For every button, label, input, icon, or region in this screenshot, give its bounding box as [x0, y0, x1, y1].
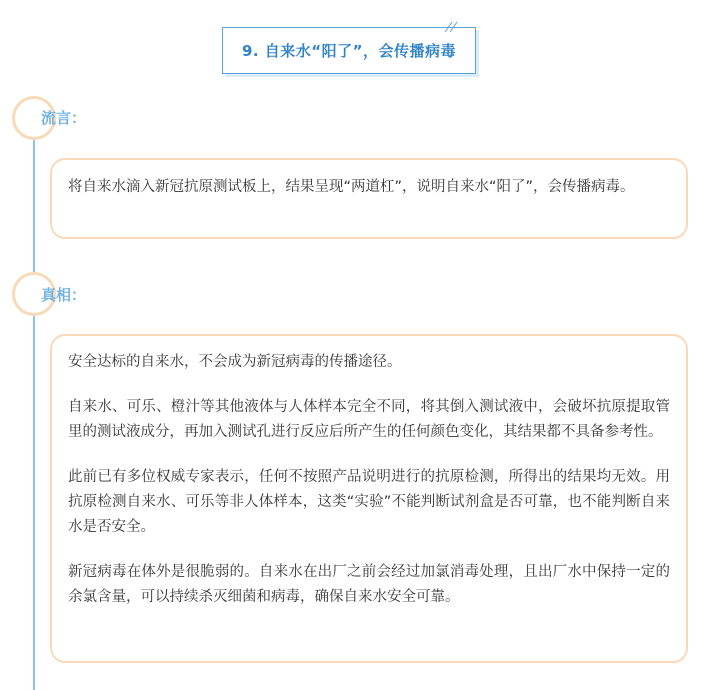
- truth-card: [50, 334, 688, 663]
- section-title-box: [222, 27, 476, 74]
- truth-paragraph: 此前已有多位权威专家表示，任何不按照产品说明进行的抗原检测，所得出的结果均无效。用抗原检测自来水、可乐等非人体样本，这类“实验”不能判断试剂盒是否可靠，也不能判断自来水是否安全。: [68, 469, 670, 535]
- truth-paragraph: 自来水、可乐、橙汁等其他液体与人体样本完全不同，将其倒入测试液中，会破坏抗原提取管里的测试液成分，再加入测试孔进行反应后所产生的任何颜色变化，其结果都不具备参考性。: [68, 399, 670, 440]
- rumor-card: [50, 158, 688, 239]
- truth-label: 真相：: [41, 286, 87, 304]
- truth-paragraph: 安全达标的自来水，不会成为新冠病毒的传播途径。: [68, 354, 402, 370]
- truth-paragraph: 新冠病毒在体外是很脆弱的。自来水在出厂之前会经过加氯消毒处理，且出厂水中保持一定的余氯含量，可以持续杀灭细菌和病毒，确保自来水安全可靠。: [68, 564, 670, 605]
- page-title: 9. 自来水“阳了”，会传播病毒: [241, 42, 457, 60]
- slash-decoration-icon: [441, 21, 461, 33]
- timeline-line: [33, 138, 35, 690]
- rumor-text: 将自来水滴入新冠抗原测试板上，结果呈现“两道杠”，说明自来水“阳了”，会传播病毒。: [68, 179, 635, 195]
- rumor-label: 流言：: [41, 109, 87, 127]
